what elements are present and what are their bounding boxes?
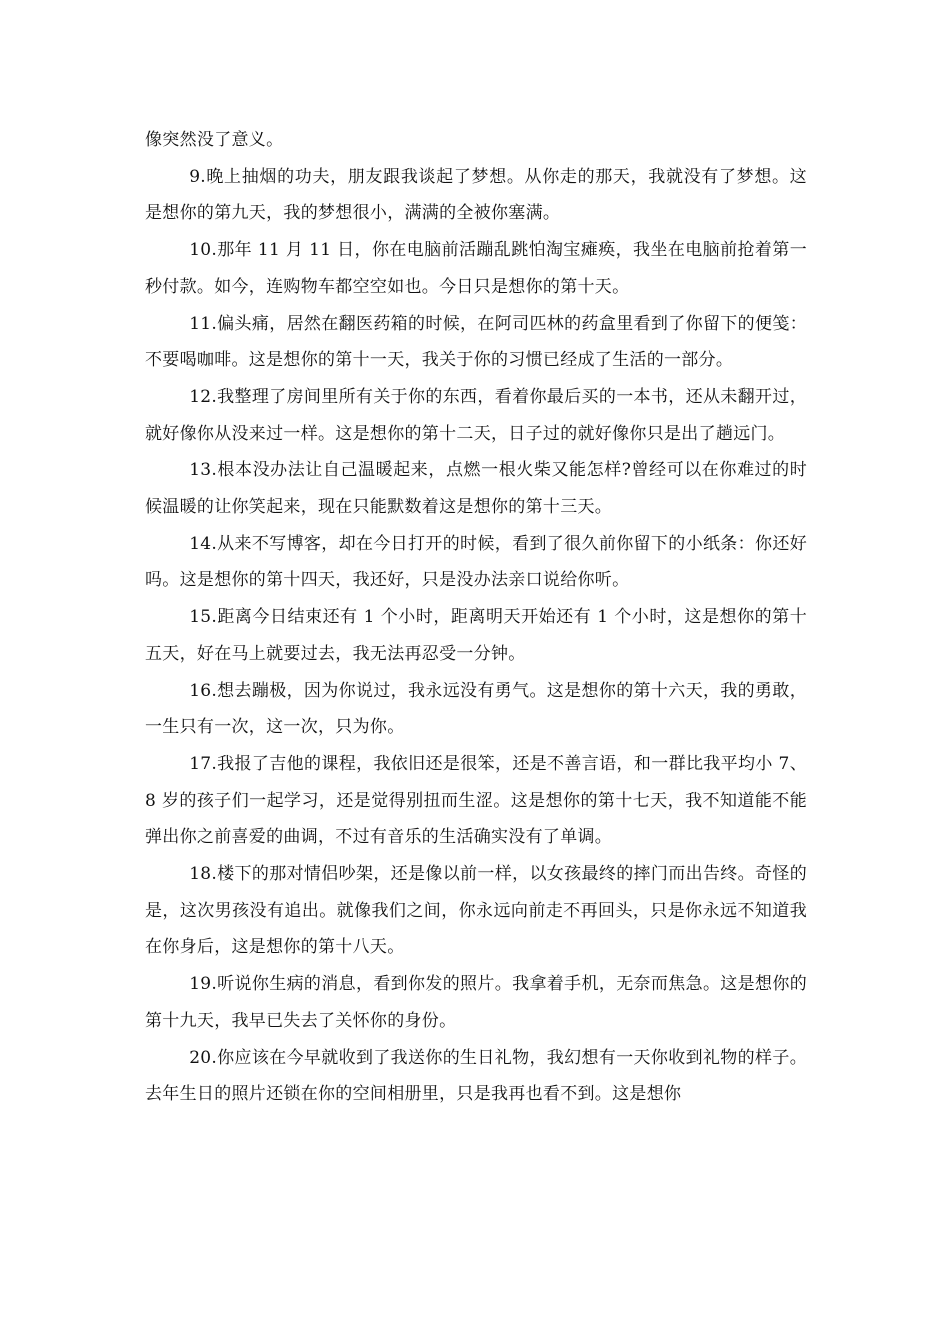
paragraph-15: 15.距离今日结束还有 1 个小时，距离明天开始还有 1 个小时，这是想你的第十五天，好在马上就要过去，我无法再忍受一分钟。 [145,607,807,664]
paragraph-20: 20.你应该在今早就收到了我送你的生日礼物，我幻想有一天你收到礼物的样子。去年生日的照片还锁在你的空间相册里，只是我再也看不到。这是想你 [145,1047,807,1105]
paragraph-9: 9.晚上抽烟的功夫，朋友跟我谈起了梦想。从你走的那天，我就没有了梦想。这是想你的第九天，我的梦想很小，满满的全被你塞满。 [145,166,807,224]
paragraph-12: 12.我整理了房间里所有关于你的东西，看着你最后买的一本书，还从未翻开过，就好像你从没来过一样。这是想你的第十二天，日子过的就好像你只是出了趟远门。 [145,386,807,444]
paragraph-14: 14.从来不写博客，却在今日打开的时候，看到了很久前你留下的小纸条：你还好吗。这是想你的第十四天，我还好，只是没办法亲口说给你听。 [145,533,807,591]
paragraph-16: 16.想去蹦极，因为你说过，我永远没有勇气。这是想你的第十六天，我的勇敢，一生只有一次，这一次，只为你。 [145,680,807,738]
paragraph-19: 19.听说你生病的消息，看到你发的照片。我拿着手机，无奈而焦急。这是想你的第十九天，我早已失去了关怀你的身份。 [145,974,807,1031]
paragraph-18: 18.楼下的那对情侣吵架，还是像以前一样，以女孩最终的摔门而出告终。奇怪的是，这次男孩没有追出。就像我们之间，你永远向前走不再回头，只是你永远不知道我在你身后，这是想你的第十八天。 [145,864,807,958]
paragraph-continuation: 像突然没了意义。 [145,130,284,150]
paragraph-10: 10.那年 11 月 11 日，你在电脑前活蹦乱跳怕淘宝瘫痪，我坐在电脑前抢着第一秒付款。如今，连购物车都空空如也。今日只是想你的第十天。 [145,240,807,297]
paragraph-13: 13.根本没办法让自己温暖起来，点燃一根火柴又能怎样?曾经可以在你难过的时候温暖的让你笑起来，现在只能默数着这是想你的第十三天。 [145,460,807,518]
paragraph-17: 17.我报了吉他的课程，我依旧还是很笨，还是不善言语，和一群比我平均小 7、8 岁的孩子们一起学习，还是觉得别扭而生涩。这是想你的第十七天，我不知道能不能弹出你之前喜爱的曲调，不过有音乐的生活确实没有了单调。 [145,753,807,848]
paragraph-11: 11.偏头痛，居然在翻医药箱的时候，在阿司匹林的药盒里看到了你留下的便笺：不要喝咖啡。这是想你的第十一天，我关于你的习惯已经成了生活的一部分。 [145,313,807,371]
document-body [145,122,807,1113]
